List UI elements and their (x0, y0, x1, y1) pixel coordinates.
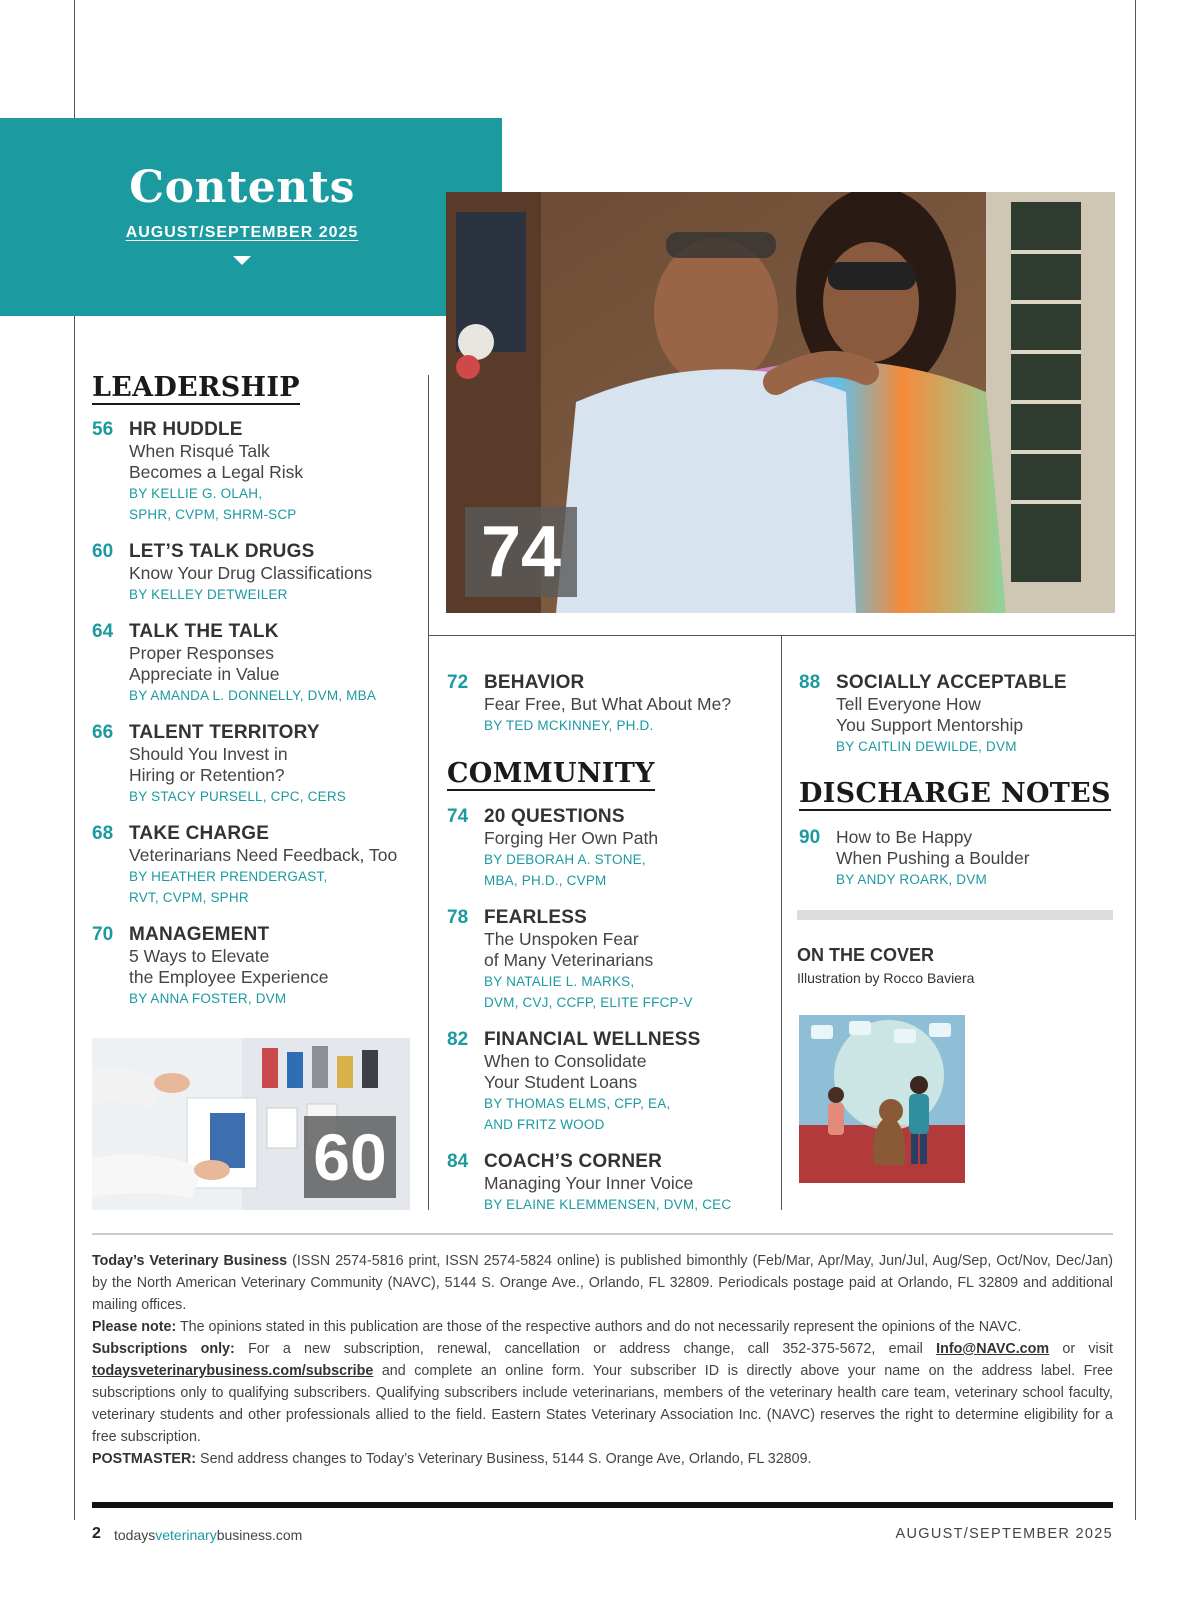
cover-story-page-badge: 74 (465, 507, 577, 597)
entry-title: How to Be Happy When Pushing a Boulder (836, 827, 1030, 868)
entry-byline: BY KELLEY DETWEILER (129, 587, 288, 602)
subscriptions-text: or visit (1049, 1341, 1113, 1357)
opinion-note (92, 1316, 1113, 1338)
entry-department: FINANCIAL WELLNESS (484, 1029, 701, 1050)
note-text: The opinions stated in this publication are those of the respective authors and do not necessarily represent the opinions of the NAVC. (176, 1319, 1022, 1335)
entry-byline: BY STACY PURSELL, CPC, CERS (129, 789, 346, 804)
postmaster-info (92, 1448, 1113, 1470)
entry-byline: BY ANDY ROARK, DVM (836, 872, 987, 887)
entry-department: TAKE CHARGE (129, 823, 270, 844)
entry-department: SOCIALLY ACCEPTABLE (836, 672, 1067, 693)
section-heading-discharge-notes: DISCHARGE NOTES (799, 780, 1111, 811)
entry-title: Forging Her Own Path (484, 828, 659, 848)
entry-page-number: 88 (799, 672, 821, 693)
column-divider-2 (781, 636, 782, 1210)
publication-masthead (92, 1250, 1113, 1470)
column-divider-top (428, 635, 1136, 636)
entry-page-number: 90 (799, 827, 821, 848)
entry-page-number: 72 (447, 672, 469, 693)
email-link[interactable]: Info@NAVC.com (936, 1341, 1050, 1357)
site-url-accent: veterinary (155, 1527, 217, 1543)
entry-title: The Unspoken Fear of Many Veterinarians (484, 929, 654, 970)
site-url[interactable] (114, 1527, 302, 1543)
postmaster-text: Send address changes to Today’s Veterinary Business, 5144 S. Orange Ave, Orlando, FL 32809. (196, 1451, 812, 1467)
entry-page-number: 78 (447, 907, 469, 928)
entry-byline: BY HEATHER PRENDERGAST, RVT, CVPM, SPHR (129, 869, 328, 905)
entry-department: BEHAVIOR (484, 672, 585, 693)
issue-date: AUGUST/SEPTEMBER 2025 (125, 224, 359, 241)
cover-label: ON THE COVER (797, 945, 935, 965)
cover-divider (797, 910, 1113, 920)
subscription-info (92, 1338, 1113, 1448)
entry-page-number: 60 (92, 541, 114, 562)
entry-page-number: 68 (92, 823, 114, 844)
site-url-suffix: business.com (216, 1527, 303, 1543)
chevron-down-icon (233, 256, 251, 265)
entry-title: Tell Everyone How You Support Mentorship (836, 694, 1024, 735)
subscribe-link[interactable]: todaysveterinarybusiness.com/subscribe (92, 1363, 374, 1379)
entry-department: FEARLESS (484, 907, 587, 928)
subscriptions-label: Subscriptions only: (92, 1341, 235, 1357)
contents-banner (0, 118, 502, 316)
entry-page-number: 74 (447, 806, 469, 827)
note-label: Please note: (92, 1319, 177, 1335)
subscriptions-text: For a new subscription, renewal, cancellation or address change, call 352-375-5672, email (234, 1341, 937, 1357)
publication-name: Today’s Veterinary Business (92, 1253, 288, 1269)
entry-title: When to Consolidate Your Student Loans (484, 1051, 647, 1092)
entry-byline: BY ELAINE KLEMMENSEN, DVM, CEC (484, 1197, 732, 1212)
footer-issue-date: AUGUST/SEPTEMBER 2025 (895, 1526, 1113, 1542)
entry-byline: BY CAITLIN DEWILDE, DVM (836, 739, 1017, 754)
site-url-prefix: todays (114, 1527, 156, 1543)
entry-byline: BY NATALIE L. MARKS, DVM, CVJ, CCFP, ELITE FFCP-V (484, 974, 693, 1010)
entry-department: TALENT TERRITORY (129, 722, 320, 743)
entry-title: 5 Ways to Elevate the Employee Experience (129, 946, 329, 987)
footer-rule (92, 1502, 1113, 1508)
cover-credit: Illustration by Rocco Baviera (797, 970, 975, 986)
entry-byline: BY AMANDA L. DONNELLY, DVM, MBA (129, 688, 377, 703)
entry-page-number: 56 (92, 419, 114, 440)
entry-title: Veterinarians Need Feedback, Too (129, 845, 398, 865)
entry-byline: BY TED MCKINNEY, PH.D. (484, 718, 654, 733)
entry-page-number: 82 (447, 1029, 469, 1050)
entry-department: TALK THE TALK (129, 621, 279, 642)
entry-department: HR HUDDLE (129, 419, 243, 440)
entry-page-number: 64 (92, 621, 114, 642)
subscriptions-text: and complete an online form. Your subscriber ID is directly above your name on the address label. Free subscriptions only to qualifying subscribers. Qualifying subscribers include veterinarians, members of the veterinary health care team, veterinary school faculty, veterinary students and other professionals allied to the field. Eastern States Veterinary Association Inc. (NAVC) reserves the right to determine eligibility for a free subscription. (92, 1363, 1113, 1445)
publication-details: (ISSN 2574-5816 print, ISSN 2574-5824 online) is published bimonthly (Feb/Mar, Apr/May, Jun/Jul, Aug/Sep, Oct/Nov, Dec/Jan) by the North American Veterinary Community (NAVC), 5144 S. Orange Ave., Orlando, FL 32809. Periodicals postage paid at Orlando, FL 32809 and additional mailing offices. (92, 1253, 1113, 1313)
entry-byline: BY THOMAS ELMS, CFP, EA, AND FRITZ WOOD (484, 1096, 671, 1132)
entry-title: Know Your Drug Classifications (129, 563, 373, 583)
entry-page-number: 70 (92, 924, 114, 945)
drug-feature-photo[interactable] (92, 1038, 410, 1210)
entry-title: Should You Invest in Hiring or Retention? (129, 744, 288, 785)
section-heading-community: COMMUNITY (447, 760, 655, 791)
entry-title: Managing Your Inner Voice (484, 1173, 694, 1193)
section-heading-leadership: LEADERSHIP (92, 374, 300, 405)
entry-title: Fear Free, But What About Me? (484, 694, 732, 714)
drug-feature-page-badge: 60 (304, 1116, 396, 1198)
page-title: Contents (129, 162, 355, 213)
entry-page-number: 84 (447, 1151, 469, 1172)
page-number: 2 (92, 1525, 101, 1542)
entry-page-number: 66 (92, 722, 114, 743)
entry-department: 20 QUESTIONS (484, 806, 625, 827)
entry-byline: BY KELLIE G. OLAH, SPHR, CVPM, SHRM-SCP (129, 486, 297, 522)
cover-thumbnail[interactable] (799, 1015, 965, 1183)
content-bottom-rule (92, 1233, 1113, 1235)
page-right-rule (1135, 0, 1136, 1520)
entry-department: LET’S TALK DRUGS (129, 541, 315, 562)
entry-byline: BY ANNA FOSTER, DVM (129, 991, 287, 1006)
entry-byline: BY DEBORAH A. STONE, MBA, PH.D., CVPM (484, 852, 646, 888)
cover-story-photo[interactable] (446, 192, 1115, 613)
entry-department: MANAGEMENT (129, 924, 270, 945)
postmaster-label: POSTMASTER: (92, 1451, 197, 1467)
publication-statement (92, 1250, 1113, 1316)
entry-title: Proper Responses Appreciate in Value (129, 643, 280, 684)
entry-department: COACH’S CORNER (484, 1151, 663, 1172)
column-divider-1 (428, 375, 429, 1210)
entry-title: When Risqué Talk Becomes a Legal Risk (129, 441, 304, 482)
